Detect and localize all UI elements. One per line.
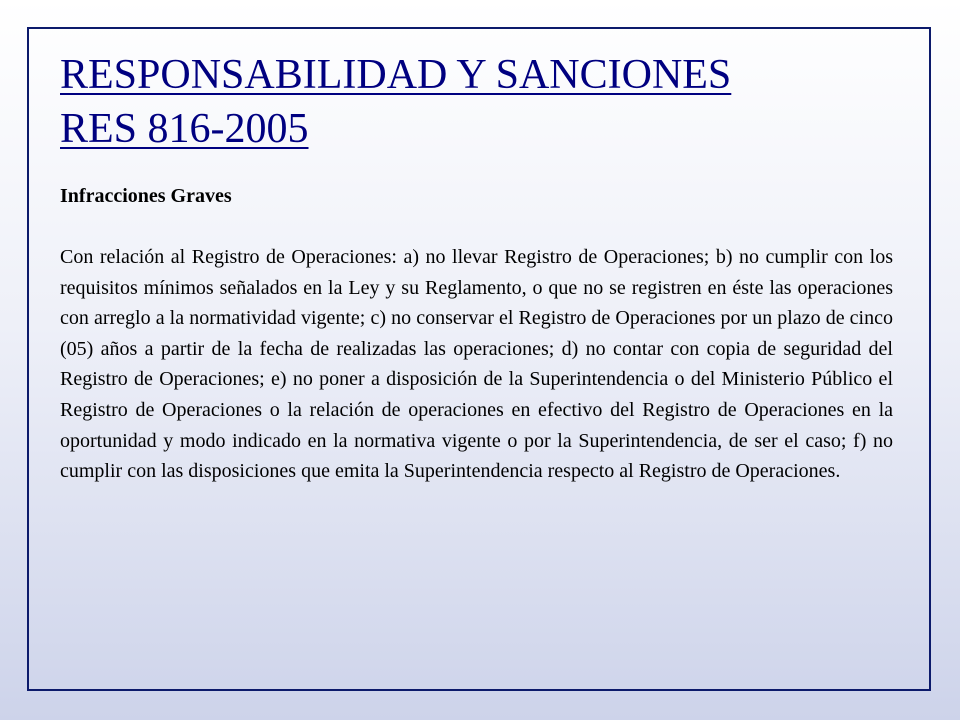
slide-title-line-1: RESPONSABILIDAD Y SANCIONES — [60, 52, 732, 98]
slide-title-line-2: RES 816-2005 — [60, 106, 309, 152]
slide-title — [60, 48, 900, 156]
body-paragraph: Con relación al Registro de Operaciones: a) no llevar Registro de Operaciones; b) no cumplir con los requisitos mínimos señalados en la Ley y su Reglamento, o que no se registren en éste las operaciones con arreglo a la normatividad vigente; c) no conservar el Registro de Operaciones por un plazo de cinco (05) años a partir de la fecha de realizadas las operaciones; d) no contar con copia de seguridad del Registro de Operaciones; e) no poner a disposición de la Superintendencia o del Ministerio Público el Registro de Operaciones o la relación de operaciones en efectivo del Registro de Operaciones en la oportunidad y modo indicado en la normativa vigente o por la Superintendencia, de ser el caso; f) no cumplir con las disposiciones que emita la Superintendencia respecto al Registro de Operaciones. — [60, 246, 893, 483]
section-heading: Infracciones Graves — [60, 185, 232, 207]
